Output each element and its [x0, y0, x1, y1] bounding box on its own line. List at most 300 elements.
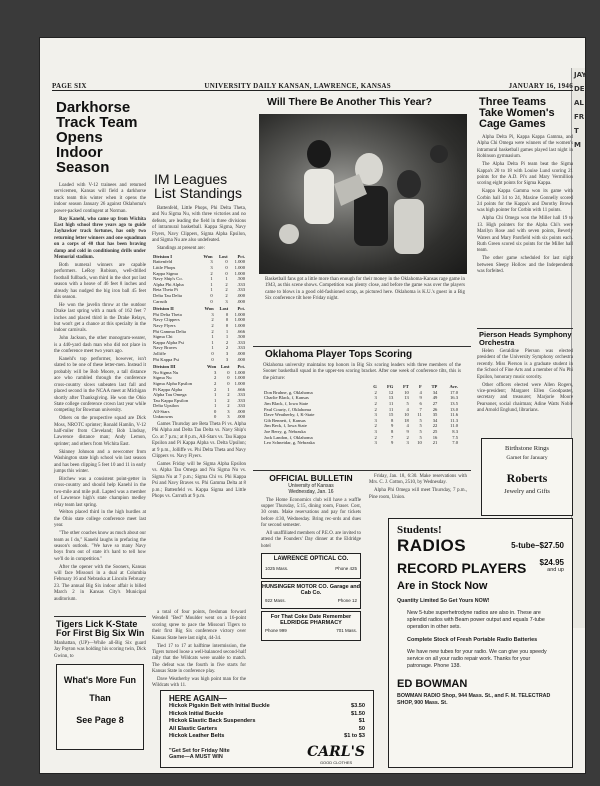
table-cell: 1 — [213, 397, 217, 403]
scoring-header-cell: TP — [431, 384, 438, 390]
more-fun-line1: What's More Fun — [63, 675, 137, 685]
table-cell: .333 — [236, 345, 245, 351]
table-cell: Alpha Tau Omega — [153, 392, 187, 398]
table-cell: .000 — [236, 408, 245, 414]
ad-phone: Phone 425 — [335, 566, 357, 572]
table-cell: 16.3 — [449, 395, 458, 401]
table-cell: 2 — [374, 423, 377, 429]
division-header-cell: Lost — [220, 364, 230, 370]
radios-heading: RADIOS — [397, 536, 467, 555]
issue-date: JANUARY 16, 1946 — [508, 82, 573, 90]
table-cell: 18 — [404, 417, 409, 423]
division-table — [152, 364, 246, 420]
table-cell: Navy Clippers — [153, 317, 180, 323]
table-cell: 2 — [225, 339, 229, 345]
more-fun-box[interactable] — [56, 664, 144, 750]
table-cell: 3 — [225, 356, 229, 362]
table-cell: 2 — [213, 375, 217, 381]
scoring-table — [263, 384, 459, 446]
table-cell: 5 — [406, 401, 409, 406]
table-cell: Phi Kappa Psi — [153, 356, 180, 362]
table-cell: 27 — [432, 401, 438, 406]
paragraph: The Alpha Delta Pi team beat the Sigma Kappa's 20 to 18 with Louise Lund scoring 21 points for the A.D. Pi's and Mary Vermillion scoring eight points for Sigma Kappa. — [477, 162, 573, 187]
table-cell: Carruth — [153, 298, 168, 304]
table-cell: Sigma Alpha Epsilon — [153, 380, 193, 386]
table-cell: Leo Schneidar, g, Nebraska — [264, 440, 315, 446]
table-cell: 34 — [432, 417, 438, 423]
table-cell: 2 — [213, 380, 217, 386]
ksu-continuation — [152, 610, 246, 692]
table-cell: 35 — [432, 412, 438, 418]
table-cell: Tau Kappa Epsilon — [153, 397, 189, 403]
radios-ad[interactable] — [388, 518, 573, 768]
table-cell: 1.000 — [234, 322, 245, 328]
women-headline: Three Teams Take Women's Cage Games — [479, 96, 555, 130]
table-cell: 5 — [419, 434, 422, 440]
table-cell: 3 — [374, 417, 377, 423]
table-cell: 0 — [213, 408, 217, 414]
photo-headline: Will There Be Another This Year? — [267, 96, 433, 108]
bulletin-date: Wednesday, Jan. 16 — [288, 488, 334, 495]
table-row — [263, 440, 459, 446]
table-cell: Charlie Black, f, Kansas — [264, 395, 309, 401]
table-cell: .500 — [236, 276, 245, 282]
table-cell: 0 — [225, 259, 228, 265]
price-suffix: and up — [547, 567, 564, 573]
table-cell: 1 — [210, 287, 213, 293]
table-cell: Nu Sigma Nu — [153, 369, 179, 375]
table-cell: 0 — [225, 265, 228, 271]
table-cell: 3 — [210, 259, 213, 265]
scoring-header-cell: FG — [386, 384, 394, 390]
table-cell: 3 — [210, 265, 213, 271]
carls-item-name: Hickok Leather Belts — [169, 733, 225, 739]
table-cell: 3 — [225, 298, 228, 304]
masthead — [52, 78, 573, 91]
table-cell: 13 — [404, 395, 409, 401]
carls-item-list — [169, 703, 365, 741]
table-cell: 5 — [419, 417, 422, 423]
table-cell: 2 — [374, 406, 377, 412]
page-number: PAGE SIX — [52, 82, 87, 90]
division-table — [152, 254, 246, 304]
table-cell: .000 — [236, 356, 245, 362]
carls-item — [169, 718, 365, 726]
table-cell: Kappa Sigma — [153, 270, 178, 276]
radios-lead: Students! — [397, 524, 442, 536]
paragraph: He won the javelin throw at the outdoor Drake last spring with a mark of 162 feet 7 inches and placed third in the Drake Relays, but won't get a chance at this specialty in the indoor carnivals. — [54, 302, 146, 334]
table-cell: .333 — [236, 403, 245, 409]
table-cell: .000 — [236, 350, 245, 356]
table-cell: 17.0 — [449, 389, 458, 395]
carls-item-price: 50 — [358, 725, 365, 732]
table-cell: 1 — [211, 345, 214, 351]
ksu-article — [54, 616, 146, 659]
shop-address: BOWMAN RADIO Shop, 944 Mass. St., and F. M. TELECTRAD SHOP, 900 Mass. St. — [397, 693, 551, 706]
table-cell: 2 — [227, 397, 230, 403]
im-article — [152, 170, 246, 610]
division-header-cell: Division I — [153, 253, 173, 259]
table-cell: 16 — [432, 434, 438, 440]
paragraph: Alpha Chi Omega won the Miller hall 19 to 13. High pointers for the Alpha Chi's were Marilyn Rose and with seven points, Beverly Waters and Mary Parsfield with six points each. Ruth Green scored six points for the Miller hall team. — [477, 216, 573, 254]
paragraph: Skinney Johnson and a newcomer from Washington state high school win last season and has been clipping 5 feet 10 and 11 in early jumps this winter. — [54, 449, 146, 474]
table-cell: 2 — [374, 401, 377, 406]
roberts-line2: Garnet for January — [506, 455, 548, 461]
paragraph: Alpha Delta Pi, Kappa Kappa Gamma, and Alpha Chi Omega were winners of the women's intramural basketball games played last night in Robinson gymnasium. — [477, 135, 573, 160]
division-header-cell: Pct. — [237, 253, 245, 259]
table-cell: 7.0 — [452, 440, 458, 446]
table-cell: 2 — [225, 281, 228, 287]
table-cell: 1.000 — [234, 375, 245, 381]
track-headline: Darkhorse Track Team Opens Indoor Season — [56, 99, 138, 176]
table-cell: 2 — [210, 270, 213, 276]
table-cell: 4 — [406, 406, 409, 412]
division-table — [152, 306, 246, 362]
table-cell: 26 — [432, 406, 438, 412]
paragraph: Welton placed third in the high hurdles at the Ohio state college conference meet last year. — [54, 510, 146, 529]
table-cell: 21 — [432, 440, 438, 446]
ad-phone: 701 Mass. — [336, 628, 357, 634]
paragraph: The other game scheduled for last night between Sleepy Hollow and the Independents was forfeited. — [477, 256, 573, 275]
optical-ad[interactable] — [261, 553, 361, 579]
table-cell: 22 — [432, 423, 438, 429]
paragraph: Loaded with V-12 trainees and returned servicemen, Kansas will field a darkhorse track team this winter when it opens the indoor season January 26 against Oklahoma's power-packed contingent at Norman. — [54, 183, 146, 214]
table-cell: 0 — [210, 293, 213, 298]
table-cell: 4 — [419, 389, 422, 395]
ad-name: For That Coke Date Remember ELDRIDGE PHARMACY — [270, 614, 352, 627]
table-cell: 1.000 — [234, 265, 245, 271]
carls-item — [169, 703, 365, 711]
table-cell: 1.000 — [234, 270, 245, 276]
table-cell: Beta Theta Pi — [153, 287, 178, 293]
table-cell: 11 — [388, 401, 394, 406]
carls-logo-sub: GOOD CLOTHES — [319, 759, 353, 765]
table-cell: 1.000 — [234, 311, 245, 317]
table-cell: Jim Beck, f, Iowa State — [264, 423, 307, 429]
table-cell: 0 — [225, 317, 229, 323]
table-cell: .000 — [236, 414, 245, 420]
table-cell: 1 — [225, 328, 229, 334]
table-cell: 0 — [225, 322, 229, 328]
ad-name: HUNSINGER MOTOR CO. Garage and Cab Co. — [262, 584, 360, 597]
bulletin-item: The Home Economics club will have a waffle supper Thursday, 5:15, dining room, Fraser. Cost, 30 cents. Make reservations and pay for tickets before 4:30, Wednesday. Bring rec-ords and dues for second semester. — [261, 497, 361, 529]
edge-fragment: JAY — [574, 71, 587, 79]
table-cell: 11 — [388, 406, 394, 412]
table-cell: Don Bruhne, g, Oklahoma — [264, 389, 313, 395]
table-cell: 4 — [406, 423, 409, 429]
table-cell: Alpha Phi Alpha — [153, 281, 184, 287]
roberts-line1: Birthstone Rings — [505, 445, 549, 452]
carls-item — [169, 711, 365, 719]
table-cell: 1 — [211, 339, 214, 345]
roberts-name: Roberts — [506, 471, 548, 485]
in-stock-heading: Are in Stock Now — [397, 580, 488, 592]
table-cell: 34 — [432, 389, 438, 395]
table-cell: 1.000 — [234, 380, 245, 386]
ad-address: Phone 999 — [265, 628, 287, 634]
table-cell: 1 — [227, 386, 230, 392]
price-5-tube: 5-tube–$27.50 — [511, 541, 564, 550]
table-cell: 2 — [211, 328, 214, 334]
owner-name: ED BOWMAN — [397, 678, 468, 690]
table-cell: .333 — [236, 281, 245, 287]
table-cell: 2 — [225, 345, 229, 351]
table-cell: 8.3 — [452, 428, 458, 434]
table-cell: 2 — [211, 322, 214, 328]
edge-fragment: T — [574, 127, 579, 135]
table-cell: 5 — [419, 428, 422, 434]
table-cell: 3 — [225, 350, 229, 356]
track-article — [54, 96, 146, 616]
table-cell: 0 — [227, 380, 230, 386]
paragraph: Tied 17 to 17 at halftime intermission, the Tigers turned loose a well-balanced second-half rally that the Wildcats were unable to match. The defeat was the fourth in five starts for Kansas State in conference play. — [152, 643, 246, 675]
okla-headline: Oklahoma Player Tops Scoring — [265, 349, 413, 360]
carls-item — [169, 733, 365, 741]
paragraph: Others on the prospective squad are Dick Moss, NROTC sprinter; Ronald Hamlin, V-12 half-miler from Cleveland; Bob Lindsay, Lawrence distance man; Andy Lemon, sprinter; and others from Wichita East. — [54, 416, 146, 447]
paper-name: UNIVERSITY DAILY KANSAN, LAWRENCE, KANSAS — [204, 82, 391, 90]
table-cell: 1.000 — [234, 369, 245, 375]
ad-address: 922 Mass. — [265, 598, 286, 604]
carls-logo: CARL'S — [307, 743, 365, 760]
table-cell: 13 — [388, 395, 394, 401]
ksu-headline: Tigers Lick K-State For First Big Six Win — [56, 619, 145, 638]
photo-figures — [259, 114, 467, 274]
table-cell: .333 — [236, 287, 245, 293]
table-cell: 0 — [227, 375, 230, 381]
ad-address: 1025 Mass. — [265, 566, 289, 572]
table-row — [152, 299, 246, 305]
paragraph: Other officers elected were Allen Rogers, vice-president; Margaret Ellen Goodpaster, secretary and treasurer; Marjorie Moore Pearsoner, social chairman; Adine Watts Noble and Arnold Englund, librarians. — [477, 382, 573, 414]
eldridge-ad[interactable] — [261, 611, 361, 641]
im-games-friday: Games Friday will be Sigma Alpha Epsilon vs. Alpha Tau Omega and Nu Sigma Nu vs. Sigma Nu at 7 p.m.; Sigma Chi vs. Phi Kappa Psi and Navy Braves vs. Phi Gamma Delta at 8 p.m.; Battenfeld vs. Kappa Sigma and Little Phops vs. Carruth at 9 p.m. — [152, 462, 246, 500]
carls-item — [169, 726, 365, 734]
im-standings-tables — [152, 254, 246, 420]
ad-name: LAWRENCE OPTICAL CO. — [273, 556, 349, 563]
carls-item-price: $1 — [358, 718, 365, 724]
table-cell: 1 — [213, 392, 217, 398]
table-cell: 1 — [210, 276, 213, 282]
table-cell: 3 — [406, 440, 409, 446]
division-header-cell: Pct. — [237, 364, 245, 370]
table-cell: 3 — [374, 412, 377, 418]
newspaper-page — [40, 38, 585, 773]
table-cell: Delta Upsilon — [153, 403, 179, 409]
im-headline: IM Leagues List Standings — [154, 171, 242, 201]
carls-item-name: Hickok Elastic Back Suspenders — [169, 718, 256, 724]
paragraph: Helen Geraldine Pierson was elected president of the University Symphony orchestra recently. Miss Pierson is a graduate student in the School of Fine Arts and a member of Nu Phi Epsilon, honorary music sorority. — [477, 349, 573, 380]
table-cell: Kappa Alpha Psi — [153, 339, 184, 345]
table-cell: 11.6 — [450, 412, 458, 418]
table-cell: 8 — [391, 417, 394, 423]
table-cell: 10 — [417, 440, 422, 446]
division-header-cell: Division III — [153, 364, 176, 370]
table-cell: 9 — [419, 395, 422, 401]
division-header-cell: Lost — [218, 253, 228, 259]
table-cell: 3 — [227, 408, 230, 414]
carls-item-name: Hickok Initial Buckle — [169, 710, 224, 717]
table-cell: 3 — [374, 428, 377, 434]
table-cell: 3 — [374, 440, 377, 446]
table-cell: 1 — [225, 334, 229, 340]
edge-fragment: FR — [574, 113, 585, 121]
table-cell: Joe Berry, g, Nebraska — [264, 428, 306, 434]
table-cell: 49 — [432, 395, 438, 401]
more-fun-line3: See Page 8 — [76, 715, 124, 725]
table-cell: 11 — [417, 412, 422, 418]
division-header-cell: Won — [207, 364, 217, 370]
table-cell: 2 — [225, 293, 228, 298]
table-cell: .333 — [236, 397, 245, 403]
table-cell: 2 — [225, 287, 228, 293]
table-cell: 8 — [391, 428, 394, 434]
table-cell: 7 — [391, 434, 394, 440]
division-header-cell: Won — [204, 306, 214, 312]
table-cell: 7 — [419, 406, 422, 412]
table-cell: Dave Weatherby, f, K-State — [264, 412, 315, 418]
table-cell: Battenfeld — [153, 259, 173, 265]
table-cell: 2 — [374, 434, 377, 440]
paragraph: Birchew was a consistent point-getter in cross-country and should help Kanehl in the two-mile and mile pull. Lapted was a member of Lawrence high's state champion medley relay team last spring. — [54, 476, 146, 508]
table-cell: .666 — [236, 328, 245, 334]
paragraph: John Jackson, the other monogram-wearer, is a 440-yard dash man who did not place in the conference meet two years ago. — [54, 336, 146, 355]
table-cell: Phi Delta Theta — [153, 311, 182, 317]
women-article — [477, 95, 573, 345]
table-cell: Little Phops — [153, 265, 176, 271]
tubes-notice: We have new tubes for your radio. We can give you speedy service on all your radio repair work. Thanks for your patronage. Phone 138. — [407, 649, 547, 669]
edge-fragment: AL — [574, 99, 584, 107]
price-record-player: $24.95 — [539, 558, 564, 567]
okla-intro: Oklahoma university maintains top honors in Big Six scoring leaders with three members of the Sooner basketball squad in the upper-ten scoring bracket. After one week of conference tilts, this is the picture: — [263, 363, 461, 381]
table-cell: .500 — [236, 334, 245, 340]
next-page-edge — [571, 68, 585, 628]
scoring-header-cell: Ave. — [449, 384, 458, 390]
carls-item-price: $3.50 — [351, 703, 365, 709]
photo-feature — [253, 95, 471, 345]
table-cell: 3 — [213, 369, 217, 375]
pierson-headline: Pierson Heads Symphony Orchestra — [479, 330, 572, 347]
division-header-cell: Pct. — [237, 306, 245, 312]
ksu-body: Manhattan, (UP)—While all-Big Six guard Jay Payton was holding his scoring twin, Dick Gwinn, to — [54, 641, 146, 659]
table-cell: .000 — [236, 293, 245, 298]
table-cell: 1.000 — [234, 317, 245, 323]
table-cell: 7.5 — [452, 434, 458, 440]
photo-caption: Basketball fans got a little more than enough for their money in the Oklahoma-Kansas rage game in 1943, as this scene shows. Competition was plenty close, and before the game was over the players came to blows in a good old-fashioned scrap, as pictured here. Oklahoma is K.U.'s guest in a Big Six conference tilt here Friday night. — [265, 277, 465, 302]
table-cell: 0 — [211, 356, 214, 362]
table-cell: 9 — [391, 423, 394, 429]
radios-blurb: New 5-tube superhetrodyne radios are also in. These are splendid radios with Beam power output and equals 7-tube operation in other sets. — [407, 610, 545, 630]
scoring-header-cell: FT — [402, 384, 409, 390]
paragraph: a total of four points, freshman forward Wendell "Bed" Moulder went on a 16-point scoring spree to pace the Missouri Tigers to their first Big Six conference victory over Kansas State here last night, 44-34. — [152, 610, 246, 641]
batteries-notice: Complete Stock of Fresh Portable Radio Batteries — [407, 637, 538, 643]
carls-item-price: $1 to $3 — [344, 733, 365, 739]
table-cell: 1 — [213, 403, 217, 409]
table-cell: All-Stars — [153, 408, 170, 414]
table-cell: 9 — [406, 428, 409, 434]
roberts-line3: Jewelry and Gifts — [504, 488, 550, 495]
okla-article — [253, 346, 471, 466]
table-cell: 0 — [225, 311, 229, 317]
table-cell: 10 — [404, 389, 409, 395]
table-cell: Jack Landon, f, Oklahoma — [264, 434, 313, 440]
table-cell: 2 — [227, 392, 230, 398]
table-cell: .666 — [236, 386, 245, 392]
table-cell: Paul Courty, f, Oklahoma — [264, 406, 312, 412]
scoring-header-cell: G — [373, 384, 377, 390]
table-cell: Gib Bennett, f, Kansas — [264, 417, 306, 423]
table-cell: 11.3 — [450, 417, 458, 423]
carls-slogan1: "Get Set for Friday Nite — [169, 748, 230, 754]
table-cell: .333 — [236, 392, 245, 398]
table-cell: 1.000 — [234, 259, 245, 265]
carls-item-name: Hickok Pigskin Belt with Initial Buckle — [169, 703, 270, 709]
scoring-header-cell: F — [419, 384, 422, 390]
table-cell: 12 — [388, 389, 394, 395]
table-cell: .000 — [236, 298, 245, 304]
more-fun-line2: Than — [89, 693, 111, 703]
table-cell: 3 — [374, 395, 377, 401]
table-cell: 10 — [404, 412, 409, 418]
carls-ad[interactable] — [160, 690, 374, 768]
table-cell: Phi Gamma Delta — [153, 328, 186, 334]
table-cell: 0 — [213, 414, 217, 420]
table-cell: 2 — [406, 434, 409, 440]
paragraph: Both numeral winners are capable performers. LeRoy Robison, well-drilled football fullback, won third in the shot put last season with a heave of 46 feet 8 inches and already has nudged the big iron ball 45 feet this season. — [54, 262, 146, 300]
pierson-article — [477, 328, 573, 438]
table-cell: 13.5 — [449, 401, 458, 406]
paragraph: "The other coaches know as much about our team as I do," Kanehl laughs in prefacing the season's outlook. "We have so many Navy boys from out of state it's hard to tell how we'll do in competition." — [54, 531, 146, 562]
bulletin-item: Friday, Jan. 18, 6:30. Make reservations with Mrs. C. J. Cotton, 2510, by Wednesday. — [369, 474, 467, 486]
im-games-thursday: Games Thursday are Beta Theta Pi vs. Alpha Phi Alpha and Delta Tau Delta vs. Navy Ship's Co. at 7 p.m.; at 8 p.m., All-Stars vs. Tau Kappa Epsilon and Pi Kappa Alpha vs. Delta Upsilon; at 9 p.m., Jolliffe vs. Phi Delta Theta and Navy Clippers vs. Navy Flyers. — [152, 422, 246, 460]
carls-title: HERE AGAIN— — [169, 694, 227, 703]
table-row — [152, 357, 246, 363]
division-header-cell: Won — [203, 253, 213, 259]
table-cell: Navy Braves — [153, 345, 177, 351]
table-cell: 2 — [213, 386, 217, 392]
division-header-cell: Lost — [219, 306, 229, 312]
hunsinger-ad[interactable] — [261, 581, 361, 609]
table-cell: 13.0 — [449, 406, 458, 412]
basketball-fight-photo — [259, 114, 467, 274]
table-cell: 0 — [227, 369, 230, 375]
table-cell: 0 — [210, 298, 213, 304]
im-intro: Battenfeld, Little Phops, Phi Delta Theta, and Nu Sigma Nu, with three victories and no defeats, are leading the field in three divisions of intramural basketball. Kappa Sigma, Navy Flyers, Navy Clippers, Sigma Alpha Epsilon, and Sigma Nu are also undefeated. — [152, 206, 246, 244]
edge-fragment: M — [574, 141, 581, 149]
table-cell: 15 — [388, 412, 394, 418]
table-cell: Jolliffe — [153, 350, 166, 356]
table-cell: 3 — [227, 414, 230, 420]
carls-item-price: $1.50 — [351, 710, 365, 717]
bulletin-item: All unaffiliated members of P.E.O. are invited to attend the Founders' Day dinner at the Eldridge hotel — [261, 531, 361, 549]
table-cell: Unknowns — [153, 414, 173, 420]
im-standings-label: Standings at present are: — [157, 245, 205, 251]
bulletin-subtitle: University of Kansas — [288, 482, 334, 489]
table-cell: 1 — [225, 276, 228, 282]
table-cell: 2 — [227, 403, 230, 409]
table-row — [152, 414, 246, 420]
table-cell: 1 — [211, 334, 214, 340]
paragraph: Dave Weatherby was high point man for the Wildcats with 11. — [152, 677, 246, 689]
carls-slogan2: Game—A MUST WIN — [169, 754, 223, 760]
ad-phone: Phone 12 — [337, 598, 357, 604]
paragraph: Kanehl's top performer, however, isn't slated to be one of these letter-men. Instead it probably will be Bob Moore, a tall distance ace who rambled through the conference cross-country slows unbeaten last fall and placed second in the NCAA meet at Michigan shortly after Thanksgiving. He won the Ohio State college conference crown last year while competing for Bowman university. — [54, 357, 146, 414]
roberts-ad[interactable] — [481, 438, 573, 516]
table-cell: Delta Tau Delta — [153, 293, 182, 298]
table-cell: 3 — [211, 311, 214, 317]
table-cell: .333 — [236, 339, 245, 345]
table-cell: Pi Kappa Alpha — [153, 386, 183, 392]
table-cell: Navy Flyers — [153, 322, 176, 328]
paragraph: Kappa Kappa Gamma won its game with Corbin hall 34 to 24, Maxine Gonnelly scored 24 points for the Kappa's and Dorothy Brown was high pointer for Corbin with 11 points. — [477, 189, 573, 214]
